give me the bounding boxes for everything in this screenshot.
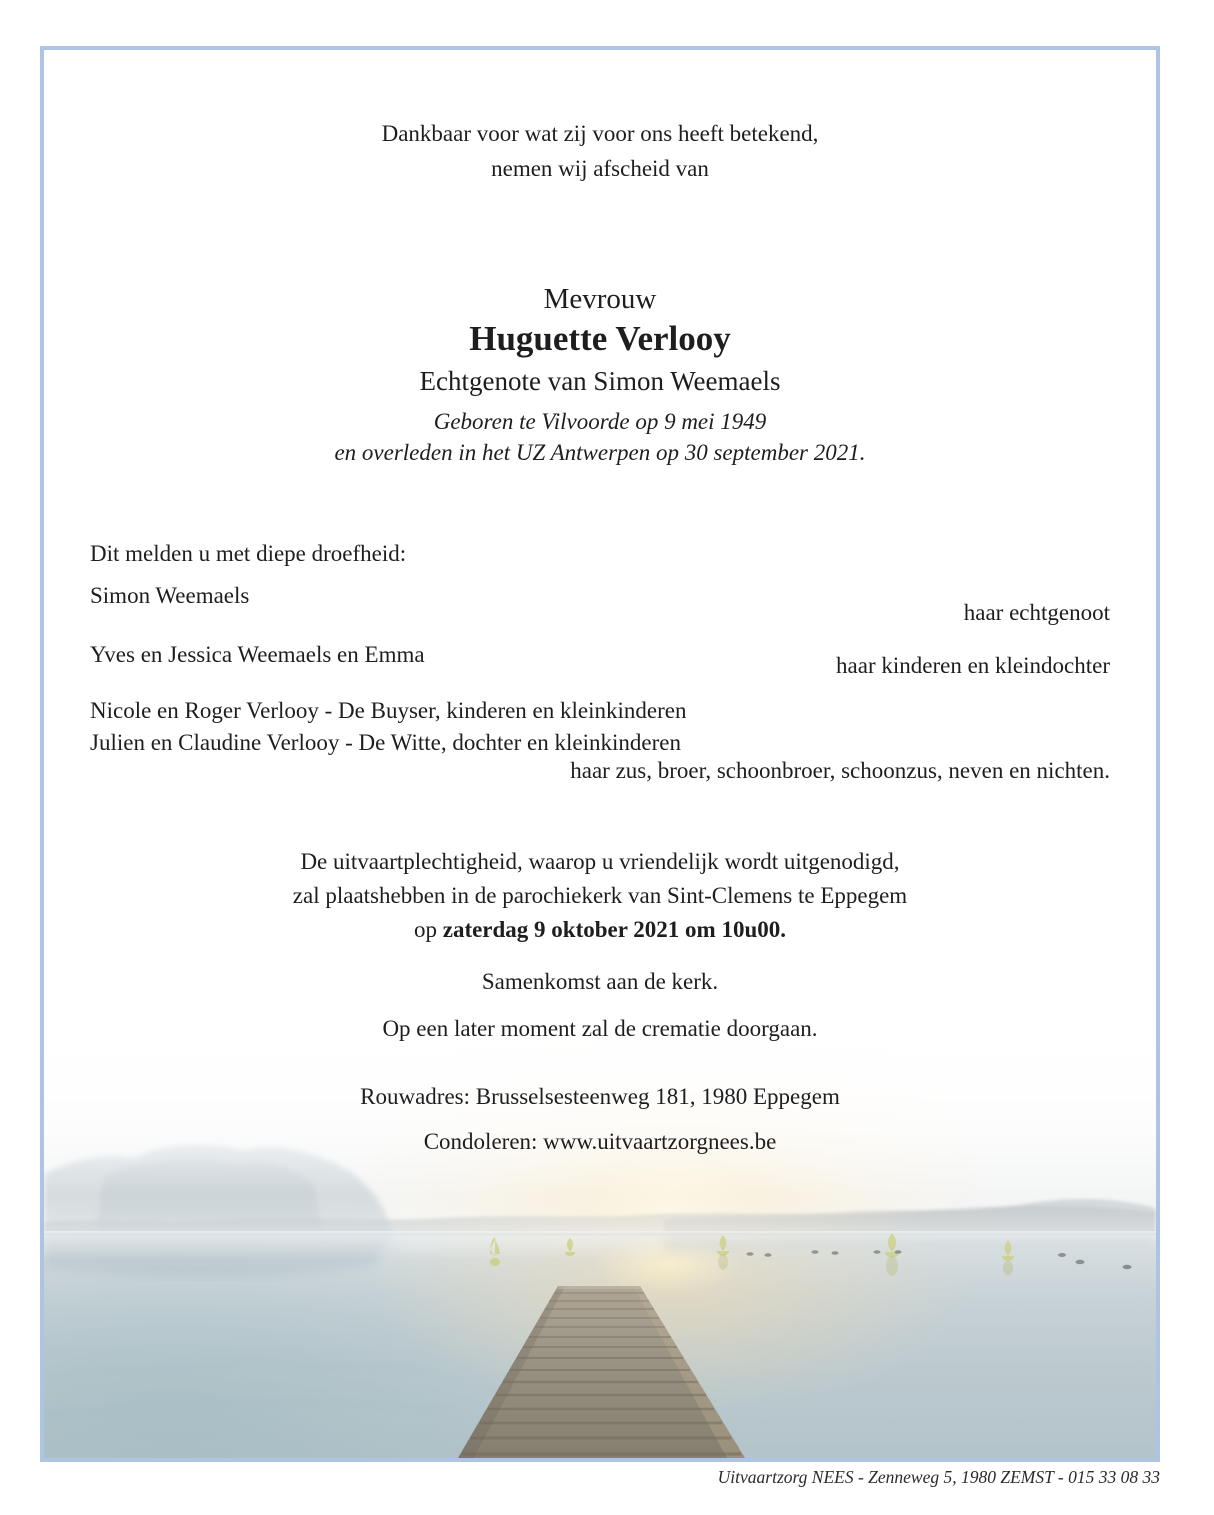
relative-names: Simon Weemaels bbox=[90, 583, 250, 608]
relative-relation: haar echtgenoot bbox=[963, 600, 1110, 625]
memorial-card bbox=[40, 46, 1160, 1462]
deceased-name: Huguette Verlooy bbox=[469, 319, 731, 358]
died-line: en overleden in het UZ Antwerpen op 30 september 2021. bbox=[334, 440, 866, 465]
relative-relation: haar zus, broer, schoonbroer, schoonzus, neven en nichten. bbox=[570, 758, 1110, 783]
honorific: Mevrouw bbox=[543, 283, 657, 315]
cremation-line: Op een later moment zal de crematie doorgaan. bbox=[382, 1016, 818, 1041]
funeral-home-footer: Uitvaartzorg NEES - Zenneweg 5, 1980 ZEMST - 015 33 08 33 bbox=[717, 1467, 1160, 1487]
relative-names: Yves en Jessica Weemaels en Emma bbox=[90, 642, 425, 667]
opening-line-1: Dankbaar voor wat zij voor ons heeft betekend, bbox=[381, 121, 819, 146]
announcement-intro: Dit melden u met diepe droefheid: bbox=[90, 541, 407, 566]
mourning-address: Rouwadres: Brusselsesteenweg 181, 1980 Eppegem bbox=[360, 1084, 840, 1109]
relative-names: Nicole en Roger Verlooy - De Buyser, kinderen en kleinkinderen bbox=[90, 698, 687, 723]
birth-death-dates bbox=[44, 406, 1156, 468]
opening-line-2: nemen wij afscheid van bbox=[491, 156, 709, 181]
ceremony-date-prefix: op bbox=[413, 917, 443, 942]
ceremony-date: zaterdag 9 oktober 2021 om 10u00. bbox=[442, 917, 787, 942]
ceremony-line-2: zal plaatshebben in de parochiekerk van Sint-Clemens te Eppegem bbox=[292, 883, 908, 908]
gathering-line: Samenkomst aan de kerk. bbox=[481, 969, 719, 994]
ceremony-date-line bbox=[44, 917, 1156, 943]
ceremony-line-1: De uitvaartplechtigheid, waarop u vriendelijk wordt uitgenodigd, bbox=[300, 849, 900, 874]
spouse-line: Echtgenote van Simon Weemaels bbox=[419, 366, 781, 396]
relative-names: Julien en Claudine Verlooy - De Witte, dochter en kleinkinderen bbox=[90, 730, 681, 755]
condolence-website-line: Condoleren: www.uitvaartzorgnees.be bbox=[423, 1129, 777, 1154]
opening-lines bbox=[44, 116, 1156, 186]
relative-relation: haar kinderen en kleindochter bbox=[836, 653, 1110, 678]
born-line: Geboren te Vilvoorde op 9 mei 1949 bbox=[433, 409, 767, 434]
